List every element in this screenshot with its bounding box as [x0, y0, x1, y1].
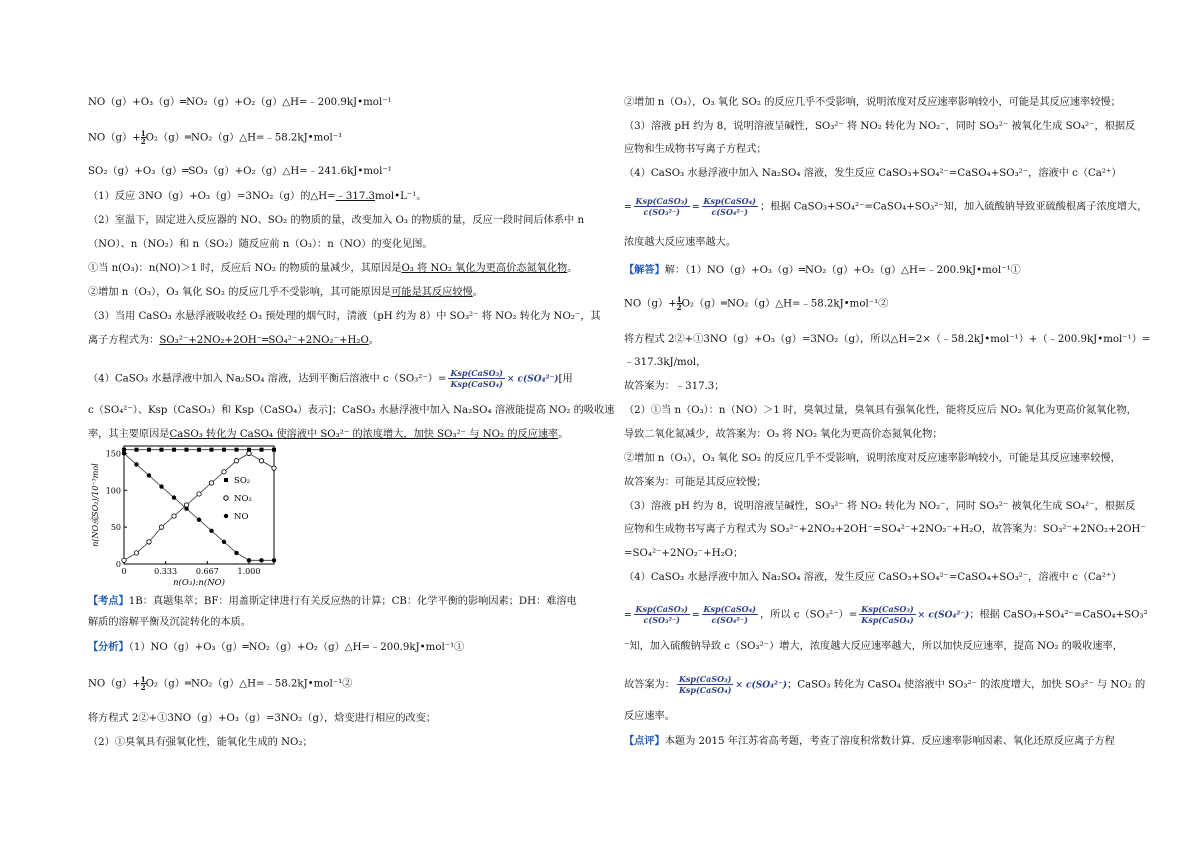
jieda-line-10: （3）溶液 pH 约为 8，说明溶液呈碱性，SO₃²⁻ 将 NO₂ 转化为 NO₂⁻，同时 SO₃²⁻ 被氧化生成 SO₄²⁻，根据反	[624, 501, 1136, 512]
question-4-line-1: （4）CaSO₃ 水悬浮液中加入 Na₂SO₄ 溶液，达到平衡后溶液中 c（SO₃²⁻）= $\frac{\text{Ksp(CaSO₃)}}{\text{Ksp(CaSO₄)}}$ × c(SO₄²⁻)[用	[88, 368, 573, 389]
data-point-no2	[209, 481, 213, 485]
data-point-no2	[259, 459, 263, 463]
y-tick-label: 0	[115, 560, 121, 569]
analysis-line-5: = $\frac{\text{Ksp(CaSO₃)}}{\text{c(SO₃²⁻)}}$ = $\frac{\text{Ksp(CaSO₄)}}{\text{c(SO₄²⁻)}}$ ；根据 CaSO₃+SO₄²⁻=CaSO₄+SO₃²⁻知，加入硫酸钠导致亚硫酸根离子浓度增大，	[624, 196, 1148, 217]
jieda-tag: 【解答】	[624, 264, 665, 276]
question-3-line-2: 离子方程式为：SO₃²⁻+2NO₂+2OH⁻═SO₄²⁻+2NO₂⁻+H₂O。	[88, 335, 379, 346]
ksp-fraction: $\frac{\text{Ksp(CaSO₃)}}{\text{Ksp(CaSO₄)}}$	[450, 368, 503, 389]
scatter-chart	[88, 440, 288, 590]
data-point-no	[272, 558, 276, 562]
data-point-so2	[135, 448, 139, 452]
jieda-line-4: ﹣317.3kJ/mol，	[624, 357, 707, 368]
data-point-no2	[172, 514, 176, 518]
data-point-so2	[272, 448, 276, 452]
data-point-no2	[234, 459, 238, 463]
jieda-line-9: 故答案为：可能是其反应较慢；	[624, 477, 767, 488]
x-tick-label: 0.333	[154, 567, 178, 576]
answer-2-1: O₃ 将 NO₂ 氧化为更高价态氮氧化物	[401, 263, 568, 274]
jieda-line-8: ②增加 n（O₃），O₃ 氧化 SO₂ 的反应几乎不受影响，说明浓度对反应速率影响较小，可能是其反应速率较慢，	[624, 453, 1121, 464]
analysis-line-6: 浓度越大反应速率越大。	[624, 237, 737, 248]
jieda-line-11: 应物和生成物书写离子方程式为 SO₃²⁻+2NO₂+2OH⁻=SO₄²⁻+2NO₂⁻+H₂O，故答案为：SO₃²⁻+2NO₂+2OH⁻	[624, 524, 1146, 535]
question-2-line-2: （NO）、n（NO₂）和 n（SO₂）随反应前 n（O₃）：n（NO）的变化见图。	[88, 239, 433, 250]
data-point-no2	[122, 558, 126, 562]
equation-3: SO₂（g）+O₃（g）═SO₃（g）+O₂（g）△H=﹣241.6kJ•mol⁻¹	[88, 166, 392, 177]
data-point-no	[247, 558, 251, 562]
data-point-no	[159, 484, 163, 488]
fenxi-line-1: 【分析】（1）NO（g）+O₃（g）═NO₂（g）+O₂（g）△H=﹣200.9kJ•mol⁻¹①	[88, 641, 465, 653]
data-point-no2	[247, 451, 251, 455]
answer-2-2: 可能是其反应较慢	[391, 287, 473, 298]
x-axis-label: n(O₃):n(NO)	[173, 578, 225, 588]
x-tick-label: 1.000	[237, 567, 261, 576]
jieda-line-14: = $\frac{\text{Ksp(CaSO₃)}}{\text{c(SO₃²⁻)}}$ = $\frac{\text{Ksp(CaSO₄)}}{\text{c(SO₄²⁻)}}$ ，所以 c（SO₃²⁻）= $\frac{\text{Ksp(CaSO₃)}}{\text{Ksp(CaSO₄)}}$ × c(SO₄²⁻)；根据 CaSO₃+SO₄²⁻=CaSO₄+SO₃²	[624, 604, 1148, 625]
dianping-line-1: 【点评】本题为 2015 年江苏省高考题，考查了溶度积常数计算、反应速率影响因素、氧化还原反应离子方程	[624, 735, 1115, 747]
jieda-line-16: 故答案为： $\frac{\text{Ksp(CaSO₃)}}{\text{Ksp(CaSO₄)}}$ × c(SO₄²⁻)；CaSO₃ 转化为 CaSO₄ 使溶液中 SO₃²⁻ 的浓度增大，加快 SO₃²⁻ 与 NO₂ 的	[624, 674, 1146, 695]
data-point-no2	[159, 525, 163, 529]
data-point-so2	[222, 448, 226, 452]
analysis-line-4: （4）CaSO₃ 水悬浮液中加入 Na₂SO₄ 溶液，发生反应 CaSO₃+SO₄²⁻=CaSO₄+SO₃²⁻，溶液中 c（Ca²⁺）	[624, 168, 1122, 179]
x-tick-label: 0	[121, 567, 127, 576]
dianping-tag: 【点评】	[624, 735, 665, 747]
jieda-line-6: （2）①当 n（O₃）：n（NO）＞1 时，臭氧过量，臭氧具有强氧化性，能将反应后 NO₂ 氧化为更高价氮氧化物，	[624, 405, 1137, 416]
analysis-line-2: （3）溶液 pH 约为 8，说明溶液呈碱性，SO₃²⁻ 将 NO₂ 转化为 NO₂⁻，同时 SO₃²⁻ 被氧化生成 SO₄²⁻，根据反	[624, 121, 1136, 132]
equation-2: NO（g）+ $\frac{1}{2}O_2(g)═NO_2(g)\triangle H=﹣58.2kJ•mol^{-1}$	[88, 129, 343, 146]
answer-3: SO₃²⁻+2NO₂+2OH⁻═SO₄²⁻+2NO₂⁻+H₂O	[159, 335, 369, 346]
fenxi-line-2: NO（g）+ $\frac{1}{2}O_2(g)═NO_2(g)\triangle H=﹣58.2kJ•mol^{-1}②$	[88, 675, 353, 692]
x-tick-label: 0.667	[195, 567, 219, 576]
legend-marker	[224, 514, 228, 518]
one-half-fraction: $\frac{1}{2}$	[140, 129, 146, 146]
jieda-line-7: 导致二氧化氮减少，故答案为：O₃ 将 NO₂ 氧化为更高价态氮氧化物；	[624, 429, 943, 440]
kaodian-line-1: 【考点】1B：真题集萃；BF：用盖斯定律进行有关反应热的计算；CB：化学平衡的影响因素；DH：难溶电	[88, 595, 577, 607]
data-point-no2	[272, 466, 276, 470]
legend-marker	[224, 496, 228, 500]
data-point-so2	[122, 448, 126, 452]
jieda-line-12: =SO₄²⁻+2NO₂⁻+H₂O；	[624, 548, 744, 559]
fenxi-line-3: 将方程式 2②+①3NO（g）+O₃（g）=3NO₂（g），焓变进行相应的改变；	[88, 713, 437, 724]
analysis-line-3: 应物和生成物书写离子方程式；	[624, 144, 767, 155]
legend-label: NO₂	[234, 494, 252, 504]
data-point-no2	[197, 492, 201, 496]
y-tick-label: 100	[105, 486, 121, 496]
data-point-no2	[134, 551, 138, 555]
data-point-so2	[172, 448, 176, 452]
legend-label: SO₂	[234, 476, 251, 486]
kaodian-line-2: 解质的溶解平衡及沉淀转化的本质。	[88, 617, 251, 628]
data-point-no	[209, 529, 213, 533]
data-point-no	[197, 518, 201, 522]
data-point-so2	[160, 448, 164, 452]
legend-marker	[224, 478, 228, 482]
data-point-no2	[222, 470, 226, 474]
answer-1: ﹣317.3	[335, 191, 376, 202]
data-point-no	[134, 462, 138, 466]
data-point-so2	[147, 448, 151, 452]
equation-1: NO（g）+O₃（g）═NO₂（g）+O₂（g）△H=﹣200.9kJ•mol⁻¹	[88, 97, 392, 108]
jieda-line-5: 故答案为：﹣317.3；	[624, 381, 725, 392]
question-2-part-1: ①当 n(O₃)：n(NO)＞1 时，反应后 NO₂ 的物质的量减少，其原因是O₃ 将 NO₂ 氧化为更高价态氮氧化物。	[88, 263, 578, 274]
y-axis-label: n(NO或SO₂)/10⁻³mol	[91, 463, 100, 547]
y-tick-label: 50	[110, 523, 121, 533]
data-point-so2	[185, 448, 189, 452]
data-point-no	[172, 495, 176, 499]
jieda-line-3: 将方程式 2②+①3NO（g）+O₃（g）=3NO₂（g），所以△H=2×（﹣58.2kJ•mol⁻¹）+（﹣200.9kJ•mol⁻¹）=	[624, 334, 1151, 345]
question-3-line-1: （3）当用 CaSO₃ 水悬浮液吸收经 O₃ 预处理的烟气时，清液（pH 约为 8）中 SO₃²⁻ 将 NO₂ 转化为 NO₂⁻，其	[88, 311, 601, 322]
question-2-part-2: ②增加 n（O₃），O₃ 氧化 SO₂ 的反应几乎不受影响，其可能原因是可能是其反应较慢。	[88, 287, 483, 298]
data-point-no2	[147, 540, 151, 544]
answer-4: CaSO₃ 转化为 CaSO₄ 使溶液中 SO₃²⁻ 的浓度增大，加快 SO₃²⁻ 与 NO₂ 的反应速率	[169, 429, 559, 440]
jieda-line-1: 【解答】解：（1）NO（g）+O₃（g）═NO₂（g）+O₂（g）△H=﹣200.9kJ•mol⁻¹①	[624, 264, 1021, 276]
data-point-no	[259, 558, 263, 562]
data-point-so2	[210, 448, 214, 452]
jieda-line-13: （4）CaSO₃ 水悬浮液中加入 Na₂SO₄ 溶液，发生反应 CaSO₃+SO₄²⁻=CaSO₄+SO₃²⁻，溶液中 c（Ca²⁺）	[624, 572, 1122, 583]
jieda-line-2: NO（g）+ $\frac{1}{2}O_2(g)═NO_2(g)\triangle H=﹣58.2kJ•mol^{-1}②$	[624, 295, 889, 312]
question-4-line-2: c（SO₄²⁻）、Ksp（CaSO₃）和 Ksp（CaSO₄）表示]；CaSO₃ 水悬浮液中加入 Na₂SO₄ 溶液能提高 NO₂ 的吸收速	[88, 405, 615, 416]
data-point-so2	[260, 448, 264, 452]
plot-frame	[124, 446, 274, 564]
question-4-line-3: 率，其主要原因是CaSO₃ 转化为 CaSO₄ 使溶液中 SO₃²⁻ 的浓度增大，加快 SO₃²⁻ 与 NO₂ 的反应速率。	[88, 429, 569, 440]
data-point-so2	[235, 448, 239, 452]
data-point-no	[184, 506, 188, 510]
data-point-no	[234, 551, 238, 555]
y-tick-label: 150	[105, 449, 121, 459]
kaodian-tag: 【考点】	[88, 595, 129, 607]
jieda-line-15: ⁻知，加入硫酸钠导致 c（SO₃²⁻）增大，浓度越大反应速率越大，所以加快反应速率，提高 NO₂ 的吸收速率，	[624, 641, 1123, 652]
fenxi-line-4: （2）①臭氧具有强氧化性，能氧化生成的 NO₂；	[88, 737, 313, 748]
data-point-so2	[197, 448, 201, 452]
analysis-line-1: ②增加 n（O₃），O₃ 氧化 SO₂ 的反应几乎不受影响，说明浓度对反应速率影响较小，可能是其反应速率较慢；	[624, 97, 1121, 108]
legend-label: NO	[234, 512, 249, 522]
data-point-no	[147, 473, 151, 477]
series-line-NO₂	[124, 453, 274, 560]
data-point-no	[122, 451, 126, 455]
fenxi-tag: 【分析】	[88, 641, 129, 653]
data-point-no	[222, 540, 226, 544]
question-2-line-1: （2）室温下，固定进入反应器的 NO、SO₂ 的物质的量，改变加入 O₃ 的物质的量，反应一段时间后体系中 n	[88, 215, 585, 226]
question-1: （1）反应 3NO（g）+O₃（g）=3NO₂（g）的△H=﹣317.3mol•L⁻¹。	[88, 191, 427, 202]
jieda-line-17: 反应速率。	[624, 711, 675, 722]
